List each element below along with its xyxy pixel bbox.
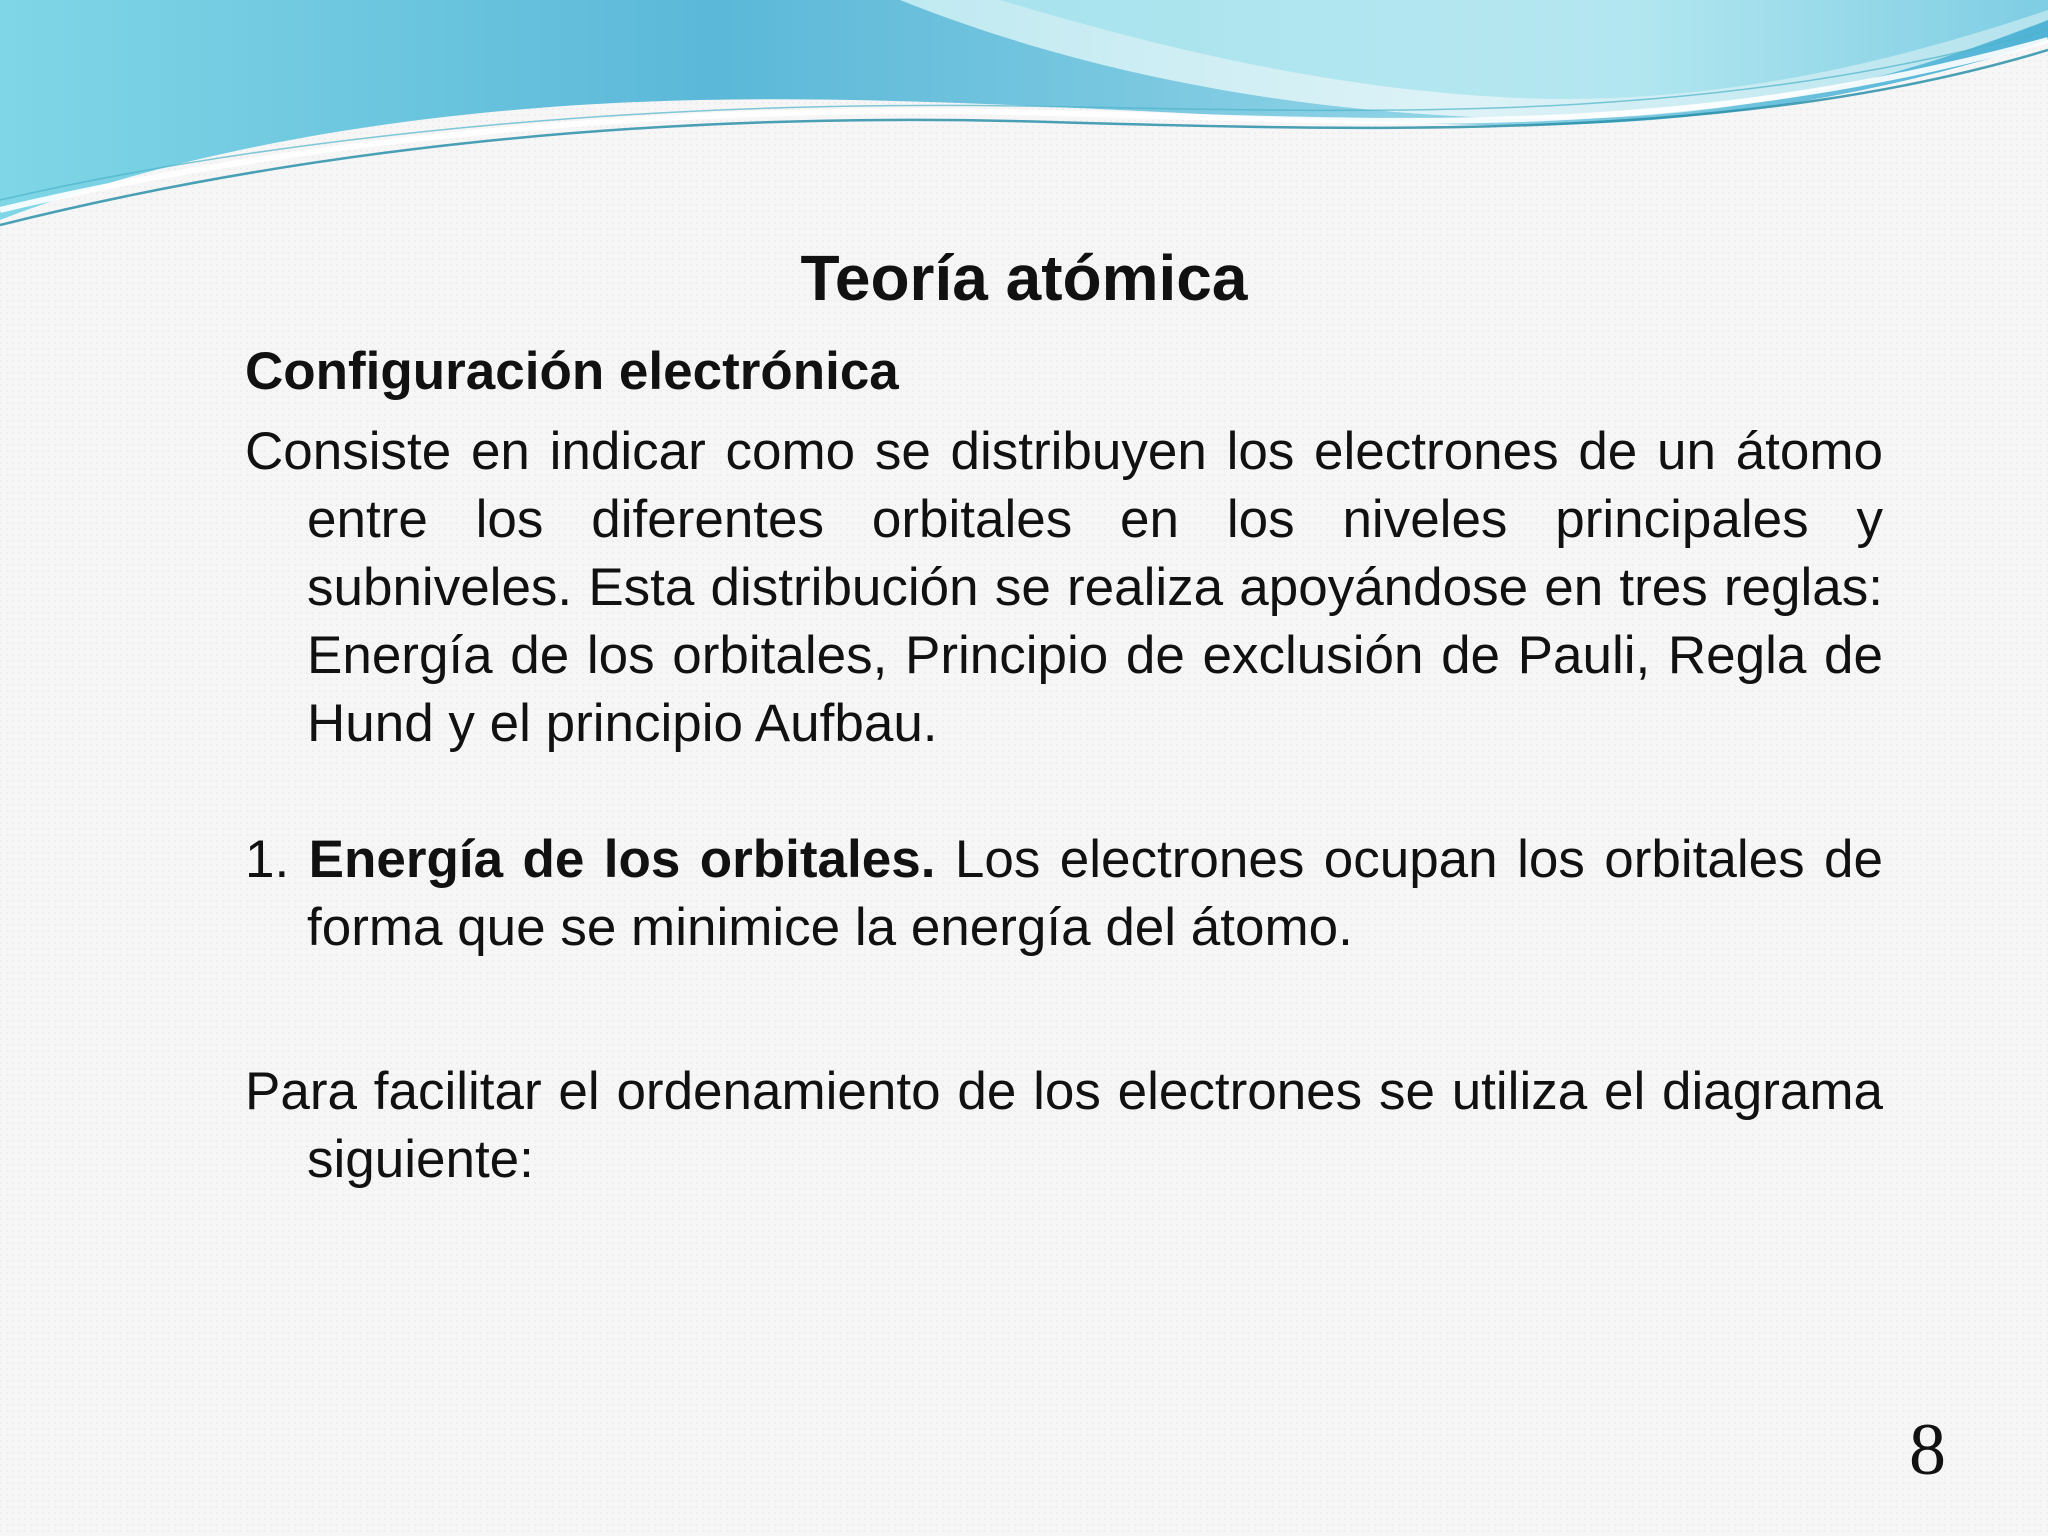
diagram-intro-paragraph: Para facilitar el ordenamiento de los electrones se utiliza el diagrama siguiente: [245, 1062, 1883, 1189]
section-subtitle: Configuración electrónica [245, 342, 899, 401]
rule-1-text: Los electrones ocupan los orbitales de forma que se minimice la energía del átomo. [307, 830, 1883, 957]
page-number: 8 [1909, 1409, 1946, 1491]
slide-content [245, 338, 1883, 1194]
rule-1-heading: Energía de los orbitales. [308, 830, 936, 889]
slide-title: Teoría atómica [800, 242, 1248, 314]
intro-paragraph: Consiste en indicar como se distribuyen los electrones de un átomo entre los diferentes orbitales en los niveles principales y subniveles. Esta distribución se realiza apoyándose en tres reglas: Energía de los orbitales, Principio de exclusión de Pauli, Regla de Hund y el principio Aufbau. [245, 422, 1883, 753]
rule-1-paragraph [245, 826, 1883, 962]
rule-1-number: 1. [245, 830, 290, 889]
header-wave-decoration [0, 0, 2048, 240]
